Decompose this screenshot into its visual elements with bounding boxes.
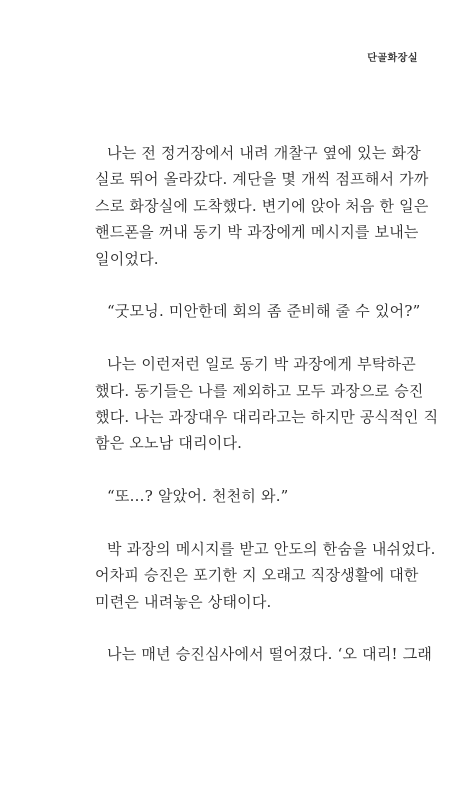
paragraph-3: [95, 536, 436, 615]
dialogue-2: [95, 483, 401, 509]
text-line: 실로 뛰어 올라갔다. 계단을 몇 개씩 점프해서 가까: [95, 170, 429, 189]
text-line: 나는 매년 승진심사에서 떨어졌다. ‘오 대리! 그래: [107, 645, 433, 664]
running-header-title: 단골화장실: [367, 53, 418, 64]
paragraph-1: [95, 140, 429, 272]
text-line: 어차피 승진은 포기한 지 오래고 직장생활에 대한: [95, 566, 419, 585]
text-line: 박 과장의 메시지를 받고 안도의 한숨을 내쉬었다.: [107, 539, 436, 558]
dialogue-line: “또…? 알았어. 천천히 와.”: [107, 487, 289, 506]
dialogue-line: “굿모닝. 미안한데 회의 좀 준비해 줄 수 있어?”: [107, 302, 421, 321]
page-body: [95, 140, 439, 694]
dialogue-1: [95, 298, 421, 324]
text-line: 일이었다.: [95, 249, 159, 268]
paragraph-2: [95, 351, 439, 457]
text-line: 스로 화장실에 도착했다. 변기에 앉아 처음 한 일은: [95, 196, 429, 215]
text-line: 했다. 나는 과장대우 대리라고는 하지만 공식적인 직: [95, 407, 439, 426]
text-line: 함은 오노남 대리이다.: [95, 434, 243, 453]
text-line: 나는 이런저런 일로 동기 박 과장에게 부탁하곤: [107, 355, 416, 374]
text-line: 나는 전 정거장에서 내려 개찰구 옆에 있는 화장: [107, 144, 421, 162]
text-line: 핸드폰을 꺼내 동기 박 과장에게 메시지를 보내는: [95, 223, 419, 242]
text-line: 했다. 동기들은 나를 제외하고 모두 과장으로 승진: [95, 381, 424, 400]
text-line: 미련은 내려놓은 상태이다.: [95, 592, 272, 611]
paragraph-4: [95, 641, 433, 667]
